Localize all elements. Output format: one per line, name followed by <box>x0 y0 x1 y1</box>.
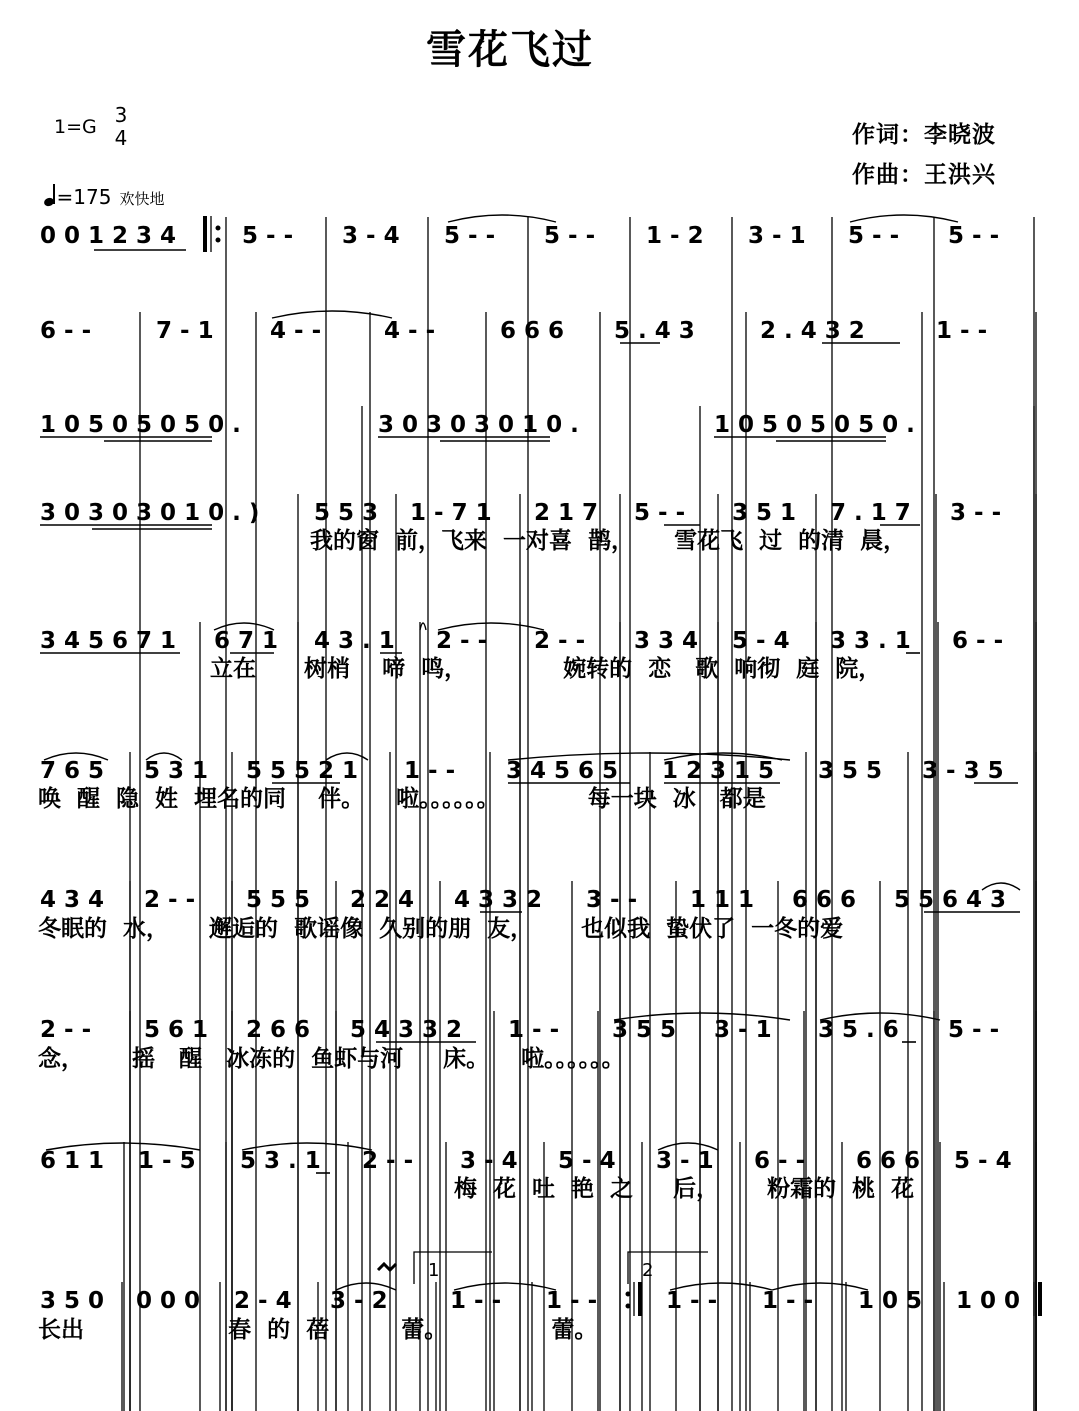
measure-notes: 7 - 1 <box>156 318 214 344</box>
measure-notes: 3 0 3 0 3 0 1 0 . <box>378 412 579 438</box>
measure-notes: 1 0 5 0 5 0 5 0 . <box>40 412 241 438</box>
measure-notes: 3 - 1 <box>714 1017 772 1043</box>
lyric-line: 念， 摇 醒 冰冻的 鱼虾与河 床。 啦。。。。。。 <box>38 1046 625 1072</box>
measure-notes: 6 - - <box>40 318 92 344</box>
song-title: 雪花飞过 <box>426 27 594 73</box>
measure-notes: 1 - 7 1 <box>410 500 492 526</box>
measure-notes: 4 - - <box>270 318 322 344</box>
measure-notes: 1 - - <box>508 1017 560 1043</box>
measure-notes: 4 - - <box>384 318 436 344</box>
slur <box>448 215 556 222</box>
measure-notes: 5 5 6 4 3 <box>894 887 1007 913</box>
measure-notes: 1 2 3 1 5 <box>662 758 775 784</box>
measure-notes: 3 3 4 <box>634 628 699 654</box>
measure-notes: 2 - - <box>362 1148 414 1174</box>
measure-notes: 5 - - <box>634 500 686 526</box>
measure-notes: 3 - 4 <box>460 1148 518 1174</box>
measure-notes: 6 - - <box>754 1148 806 1174</box>
measure-notes: 1 - - <box>936 318 988 344</box>
measure-notes: 3 - 2 <box>330 1288 388 1314</box>
measure-notes: 4 3 3 2 <box>454 887 543 913</box>
lyric-line: 唤 醒 隐 姓 埋名的同 伴。 啦。。。。。。 每一块 冰 都是 <box>38 786 766 812</box>
measure-notes: 5 3 . 1 <box>240 1148 321 1174</box>
measure-notes: 6 6 6 <box>500 318 565 344</box>
measure-notes: 6 - - <box>952 628 1004 654</box>
measure-notes: 5 . 4 3 <box>614 318 695 344</box>
measure-notes: 1 0 5 <box>858 1288 923 1314</box>
lyric-line: 我的窗 前，飞来 一对喜 鹊， 雪花飞 过 的清 晨， <box>310 528 907 554</box>
measure-notes: 5 - - <box>948 223 1000 249</box>
measure-notes: 2 - 4 <box>234 1288 292 1314</box>
measure-notes: 2 2 4 <box>350 887 415 913</box>
repeat-dot <box>626 1292 630 1296</box>
measure-notes: 5 6 1 <box>144 1017 209 1043</box>
slur <box>272 311 392 318</box>
measure-notes: 6 7 1 <box>214 628 279 654</box>
repeat-dot <box>216 238 220 242</box>
measure-notes: 5 5 3 <box>314 500 379 526</box>
measure-notes: 1 - - <box>450 1288 502 1314</box>
measure-notes: 3 5 1 <box>732 500 797 526</box>
lyric-line: 长出 春 的 蓓 蕾。 蕾。 <box>38 1317 598 1343</box>
measure-notes: 4 3 4 <box>40 887 105 913</box>
measure-notes: 4 3 . 1 <box>314 628 395 654</box>
tempo-style: 欢快地 <box>119 190 165 208</box>
measure-notes: 1 - 2 <box>646 223 704 249</box>
time-signature-top: 3 <box>114 103 128 127</box>
measure-notes: 0 0 1 2 3 4 <box>40 223 177 249</box>
measure-notes: 1 - 5 <box>138 1148 196 1174</box>
time-signature-bottom: 4 <box>114 126 128 150</box>
lyricist-credit: 作词：李晓波 <box>852 122 996 148</box>
measure-notes: 3 - - <box>950 500 1002 526</box>
measure-notes: 5 - - <box>848 223 900 249</box>
barlines-layer <box>40 215 1040 1411</box>
key-signature: 1=G <box>54 116 97 138</box>
measure-notes: 1 - - <box>546 1288 598 1314</box>
lyric-line: 立在 树梢 啼 鸣， 婉转的 恋 歌 响彻 庭 院， <box>210 656 882 682</box>
measure-notes: 3 - 1 <box>656 1148 714 1174</box>
measure-notes: 5 - 4 <box>558 1148 616 1174</box>
measure-notes: 5 - - <box>544 223 596 249</box>
tempo-value: =175 <box>56 185 112 209</box>
measure-notes: 2 - - <box>436 628 488 654</box>
measure-notes: 1 0 0 <box>956 1288 1021 1314</box>
measure-notes: 2 - - <box>40 1017 92 1043</box>
volta-number-2: 2 <box>642 1260 654 1281</box>
measure-notes: 3 4 5 6 5 <box>506 758 619 784</box>
measure-notes: 5 - - <box>242 223 294 249</box>
measure-notes: 3 5 0 <box>40 1288 105 1314</box>
measure-notes: 6 6 6 <box>856 1148 921 1174</box>
measure-notes: 3 4 5 6 7 1 <box>40 628 177 654</box>
measure-notes: 6 6 6 <box>792 887 857 913</box>
measure-notes: 3 - 4 <box>342 223 400 249</box>
breath-mark-icon <box>378 1264 396 1270</box>
measure-notes: 2 1 7 <box>534 500 599 526</box>
measure-notes: 3 5 . 6 <box>818 1017 899 1043</box>
repeat-dot <box>216 226 220 230</box>
measure-notes: 2 - - <box>144 887 196 913</box>
measure-notes: 5 5 5 <box>246 887 311 913</box>
measure-notes: 3 0 3 0 3 0 1 0 . ) <box>40 500 260 526</box>
measure-notes: 3 5 5 <box>818 758 883 784</box>
composer-credit: 作曲：王洪兴 <box>852 162 996 188</box>
volta-bracket-1 <box>414 1252 492 1284</box>
measure-notes: 5 - - <box>948 1017 1000 1043</box>
measure-notes: 3 5 5 <box>612 1017 677 1043</box>
measure-notes: 2 - - <box>534 628 586 654</box>
measure-notes: 1 0 5 0 5 0 5 0 . <box>714 412 915 438</box>
volta-bracket-2 <box>628 1252 708 1284</box>
measure-notes: 5 - 4 <box>954 1148 1012 1174</box>
measure-notes: 5 - 4 <box>732 628 790 654</box>
measure-notes: 5 - - <box>444 223 496 249</box>
lyric-line: 冬眠的 水， 邂逅的 歌谣像 久别的朋 友， 也似我 蛰伏了 一冬的爱 <box>38 916 844 942</box>
measure-notes: 1 - - <box>762 1288 814 1314</box>
measure-notes: 0 0 0 <box>136 1288 201 1314</box>
measure-notes: 2 6 6 <box>246 1017 311 1043</box>
measure-notes: 6 1 1 <box>40 1148 105 1174</box>
repeat-dot <box>626 1304 630 1308</box>
lyric-line: 梅 花 吐 艳 之 后， 粉霜的 桃 花 <box>454 1176 915 1202</box>
measure-notes: 3 3 . 1 <box>830 628 911 654</box>
slur <box>850 215 958 222</box>
measure-notes: 1 1 1 <box>690 887 755 913</box>
measure-notes: 3 - 1 <box>748 223 806 249</box>
measure-notes: 1 - - <box>666 1288 718 1314</box>
measure-notes: 3 - 3 5 <box>922 758 1004 784</box>
measure-notes: 5 3 1 <box>144 758 209 784</box>
notes-layer <box>40 223 1020 1314</box>
slur <box>420 623 426 630</box>
measure-notes: 2 . 4 3 2 <box>760 318 865 344</box>
measure-notes: 1 - - <box>404 758 456 784</box>
volta-number-1: 1 <box>428 1260 440 1281</box>
measure-notes: 3 - - <box>586 887 638 913</box>
measure-notes: 5 5 5 2 1 <box>246 758 359 784</box>
measure-notes: 7 6 5 <box>40 758 105 784</box>
measure-notes: 7 . 1 7 <box>830 500 911 526</box>
measure-notes: 5 4 3 3 2 <box>350 1017 463 1043</box>
